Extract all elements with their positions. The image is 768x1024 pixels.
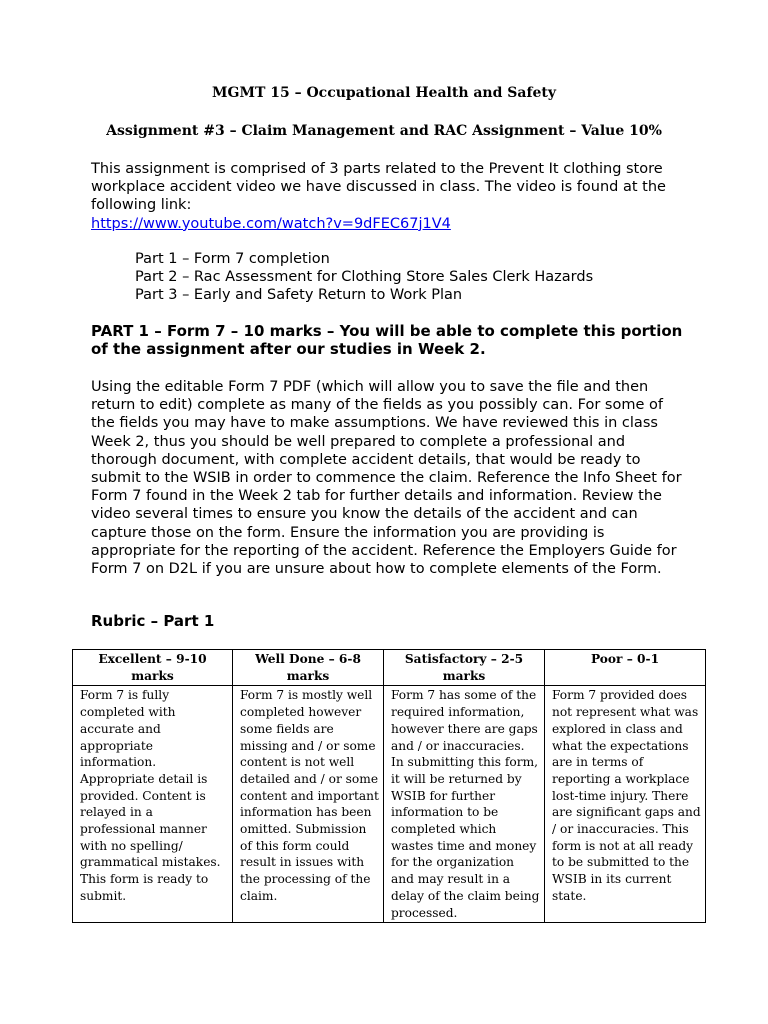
- part1-heading: PART 1 – Form 7 – 10 marks – You will be able to complete this portion of the assignment after our studies in Week 2.: [91, 322, 683, 359]
- column-header-satisfactory: Satisfactory – 2-5 marks: [384, 650, 545, 686]
- column-header-well-done: Well Done – 6-8 marks: [233, 650, 384, 686]
- rubric-cell-poor: Form 7 provided does not represent what was explored in class and what the expectations are in terms of reporting a workplace lost-time injury. There are significant gaps and / or inaccuracies. This form is not at all ready to be submitted to the WSIB in its current state.: [545, 686, 706, 923]
- intro-paragraph: [91, 160, 691, 233]
- table-row: [73, 686, 706, 923]
- rubric-heading: Rubric – Part 1: [91, 612, 215, 630]
- rubric-table: [72, 649, 706, 923]
- rubric-cell-excellent: Form 7 is fully completed with accurate and appropriate information. Appropriate detail is provided. Content is relayed in a professional manner with no spelling/ grammatical mistakes. This form is ready to submit.: [73, 686, 233, 923]
- column-header-excellent: Excellent – 9-10 marks: [73, 650, 233, 686]
- list-item: Part 3 – Early and Safety Return to Work Plan: [135, 287, 463, 304]
- course-title: MGMT 15 – Occupational Health and Safety: [212, 85, 556, 101]
- rubric-cell-well-done: Form 7 is mostly well completed however some fields are missing and / or some content is not well detailed and / or some content and important information has been omitted. Submission of this form could result in issues with the processing of the claim.: [233, 686, 384, 923]
- intro-text: This assignment is comprised of 3 parts related to the Prevent It clothing store workplace accident video we have discussed in class. The video is found at the following link:: [91, 161, 666, 214]
- list-item: Part 1 – Form 7 completion: [135, 251, 330, 267]
- assignment-title: Assignment #3 – Claim Management and RAC Assignment – Value 10%: [106, 123, 662, 139]
- part1-body: Using the editable Form 7 PDF (which will allow you to save the file and then return to edit) complete as many of the fields as you possibly can. For some of the fields you may have to make assumptions. We have reviewed this in class Week 2, thus you should be well prepared to complete a professional and thorough document, with complete accident details, that would be ready to submit to the WSIB in order to commence the claim. Reference the Info Sheet for Form 7 found in the Week 2 tab for further details and information. Review the video several times to ensure you know the details of the accident and can capture those on the form. Ensure the information you are providing is appropriate for the reporting of the accident. Reference the Employers Guide for Form 7 on D2L if you are unsure about how to complete elements of the Form.: [91, 379, 682, 578]
- video-link[interactable]: https://www.youtube.com/watch?v=9dFEC67j1V4: [91, 215, 451, 232]
- list-item: Part 2 – Rac Assessment for Clothing Store Sales Clerk Hazards: [135, 269, 594, 286]
- parts-list: [135, 250, 593, 305]
- column-header-poor: Poor – 0-1: [545, 650, 706, 686]
- rubric-cell-satisfactory: Form 7 has some of the required information, however there are gaps and / or inaccuracies. In submitting this form, it will be returned by WSIB for further information to be completed which wastes time and money for the organization and may result in a delay of the claim being processed.: [384, 686, 545, 923]
- table-header-row: [73, 650, 706, 686]
